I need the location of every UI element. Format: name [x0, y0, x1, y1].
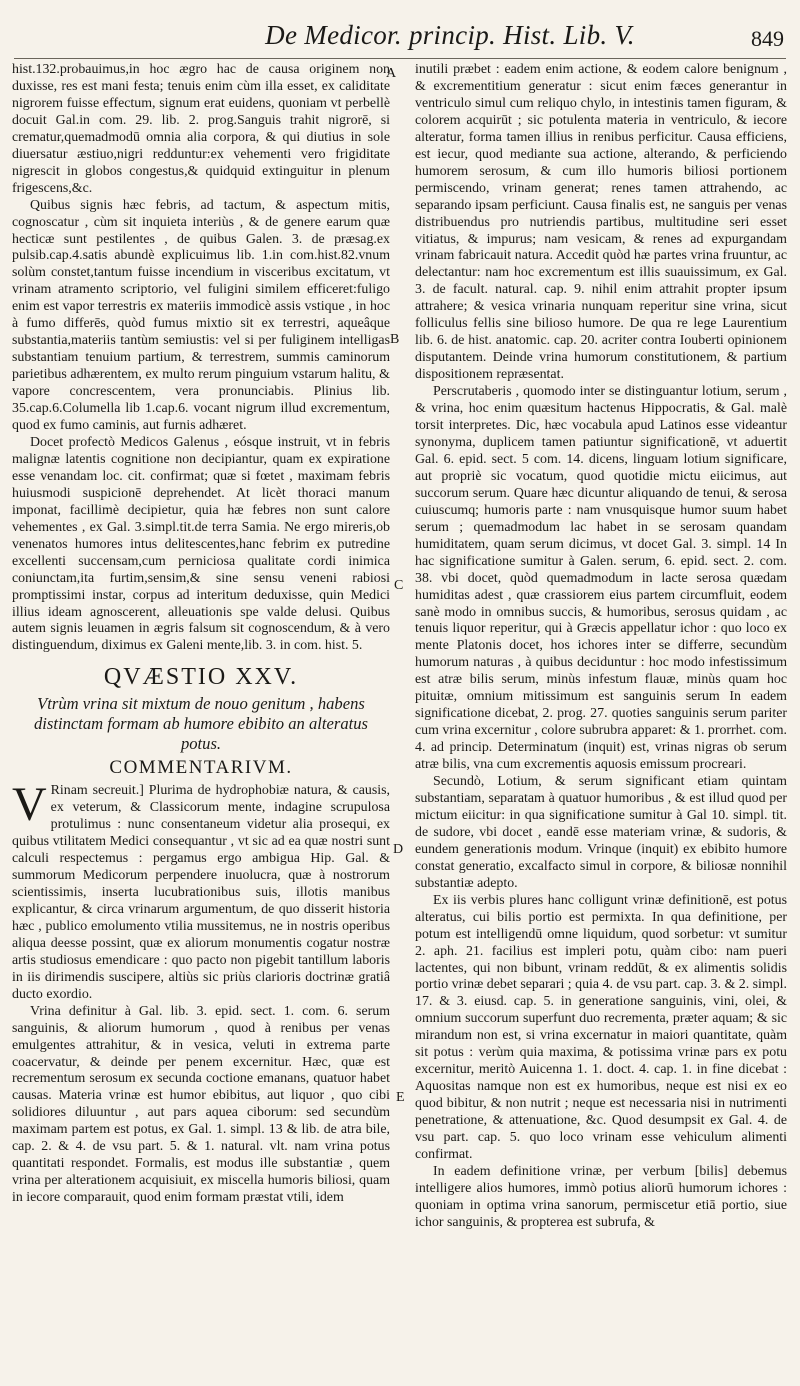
- paragraph: In eadem definitione vrinæ, per verbum [bilis] debemus intelligere alios humores, immò potius aliorū humorum ichores : quoniam in optima vrina sanorum, permiscetur etiā portio, siue ichor sanguinis, & propterea est subrufa, &: [415, 1163, 787, 1230]
- left-column: [12, 62, 390, 1362]
- paragraph: Docet profectò Medicos Galenus , eósque instruit, vt in febris malignæ latentis cognitione non decipiantur, quam ex expiratione esse venandam loc. cit. confirmat; quæ si fœtet , maximam febris huiusmodi suspicionē deprehendet. At licèt thoraci manum imponat, facillimè decipietur, quia hæ febres non sunt calore vehementes , ex Gal. 3.simpl.tit.de terra Samia. Ne ergo mireris,ob venenatos humores intus delitescentes,hanc febrim ex putredine excellenti succensam,cum perniciosa qualitate cordi inimica coniunctam,ita furtim,sensim,& sine sensu veneni rabiosi promptissimi instar, corpus ad interitum deduxisse, quin Medici illius ideam agnoscerent, alleuationis spe valde delusi. Quibus autem signis leuamen in ægris falsum sit cognoscendum, & à vero distinguendum, diximus ex Galeni mente,lib. 3. in com. hist. 5.: [12, 434, 390, 654]
- margin-letter: A: [386, 66, 397, 81]
- margin-letter: B: [390, 332, 400, 347]
- paragraph: Perscrutaberis , quomodo inter se distinguantur lotium, serum , & vrina, hoc enim quæsitum hactenus Hippocratis, & Gal. malè torsit interpretes. Dic, hæc vocabula apud Latinos esse videantur synonyma, duplicem tamen patiuntur significationē, vt aduertit Gal. 6. epid. sect. 5 com. 14. dicens, linguam lotium significare, aut propriè sic vocatum, quod quotidie mictu eiicimus, aut succorum serum. Quare hæc dicuntur aliquando de tenui, & serosa cuiuscumq; humoris parte : nam vnusquisque humor suum habet serum ; quemadmodum lac habet in se serosam quandam humiditatem, quam serum dicimus, vt docet Gal. 3. simpl. 14 In hac significatione sumitur à Galen. serum, 6. epid. sect. 2. com. 38. vbi docet, quòd quemadmodum in lacte serosa quædam humiditas adest , quæ crassiorem eius partem circumfluit, eodem sanè modo in omnibus succis, & humoribus, serosus quidam , ac tenuis liquor reperitur, qui à Græcis appellatur ichor : quo loco ex mente Platonis docet, hos ichores inter se differre, secundùm humorum naturas , à quibus deciduntur : hoc modo infestissimum est atræ bilis serum, minùs infestum flauæ, minùs quam hoc pituitæ, omnium mitissimum est sanguinis serum In eadem significatione dicebat, 2. prog. 27. quoties sanguinis serum pariter cum vrina excernitur , colore subrubra apparet: & 1. prorrhet. com. 4. ad princip. Determinatum (inquit) est, vrinas nigras ob serum atræ bilis, vna cum excrementis aquosis emissum procreari.: [415, 384, 787, 773]
- paragraph: Vrina definitur à Gal. lib. 3. epid. sect. 1. com. 6. serum sanguinis, & aliorum humorum , quod à renibus per venas emulgentes attrahitur, & in vesica, veluti in extrema parte coacervatur, & deinde per penem excernitur. Hæc, quæ est recrementum serosum ex secunda coctione emanans, quatuor habet causas. Materia vrinæ est humor ebibitus, aut liquor , quo cibi solidiores diluuntur , aut pars aquea ciborum: sed secundùm maximam partem est potus, ex Gal. 1. simpl. 13 & lib. de atra bile, cap. 2. & 4. de vsu part. 5. & 1. natural. vlt. nam vrina potus quantitati respondet. Formalis, est modus ille substantiæ , quem vrina per alterationem acquisiuit, ex miscella humoris biliosi, quam in iecore comparauit, quod enim formam præstat vtili, idem: [12, 1003, 390, 1206]
- page-number: 849: [751, 26, 784, 51]
- paragraph: inutili præbet : eadem enim actione, & eodem calore benignum , & excrementitium generatur : sicut enim fæces generantur in ventriculo simul cum reliquo chylo, in intestinis tamen figuram, & colorem acquirūt ; sic potulenta materia in ventriculo, & iecore alteratur, forma tamen illius in renibus perficitur. Causa efficiens, est iecur, quod mediante sua actione, alterando, & perficiendo humorem serosum, & cum illo humoris biliosi portionem permiscendo, vrinam generat; renes tamen attrahendo, ac separando ipsam perficiunt. Causa finalis est, ne sanguis per venas distribuendus pro nutriendis partibus, multitudine seri esset vitiatus, & impurus; nam vesicam, & renes ad expurgandam vrinam fabricauit natura. Accedit quòd hæ partes vrina fruuntur, ac delectantur: nam hoc excrementum est illis suauissimum, ex Gal. 3. de facult. natural. cap. 9. nihil enim attrahit propter ipsum attrahere; & vesica vrinaria nunquam reperitur sine vrina, sicut folliculus fellis sine bilioso humore. De qua re lege Laurentium lib. 6. de hist. anatomic. cap. 20. acriter contra Iouberti opinionem disputantem. Deinde vrina humorum constitutionem, & partium dispositionem repræsentat.: [415, 62, 787, 383]
- question-heading: QVÆSTIO XXV.: [103, 664, 299, 691]
- right-column: [415, 62, 787, 1362]
- header-rule: [14, 58, 786, 59]
- paragraph: Quibus signis hæc febris, ad tactum, & aspectum mitis, cognoscatur , cùm sit inquieta interiùs , & de genere earum quæ hecticæ sunt pestilentes , de quibus Galen. 3. de præsag.ex pulsib.cap.4.satis abundè explicuimus lib. 1.in com.hist.82.vnum solùm constet,tantum fuisse incendium in visceribus excitatum, vt vrinam atramento scriptorio, vel fuligini similem efficeret:fuligo enim est vapor terrestris ex materiis immodicè assis vstique , in hoc à fumo differēs, quòd fumus mixtio sit ex terrestri, aqueâque substantia,materiis tantùm semiustis: vel si per fuliginem intelligas substantiam tenuium partium, & terrestrem, summis caminorum parietibus adhærentem, ex multo rerum pinguium vstarum halitu, & vapore concrescentem, vera pronunciabis. Plinius lib. 35.cap.6.Columella lib 1.cap.6. vocant nigrum illud excrementum, quod ex fumo caminis, aut furnis adhæret.: [12, 197, 390, 434]
- margin-letter: D: [393, 842, 404, 857]
- paragraph: Secundò, Lotium, & serum significant etiam quintam substantiam, separatam à quatuor humoribus , & est illud quod per mictum eiicitur: in qua significatione sumitur à Gal 10. simpl. tit. de sudore, vbi docet , eandē esse materiam vrinæ, & sudoris, & eundem generationis modum. Vrinque (inquit) ex ebibito humore constat generatio, excalfacto simul in corpore, & biliosæ nonnihil substantiæ adepto.: [415, 774, 787, 891]
- running-head: [0, 20, 800, 62]
- commentary-first-paragraph: [12, 778, 390, 1003]
- paragraph: hist.132.probauimus,in hoc ægro hac de causa originem non duxisse, res est mani festa; tenuis enim cùm illa esset, ex caliditate nigrorem fuisse effectum, signum erat euidens, quoniam vt perbellè docuit Gal.in com. 29. lib. 2. prog.Sanguis trahit nigrorē, si crematur,quemadmodū omnia alia corpora, & qui diutius in sole diuersatur æstiuo,nigri redduntur:ex vehementi vero frigiditate nigrescit in globos congestus,& quidquid extinguitur in plenum frigescens,&c.: [12, 62, 390, 196]
- paragraph: Ex iis verbis plures hanc colligunt vrinæ definitionē, est potus alteratus, cui bilis portio est permixta. In qua definitione, per potum est intelligendū omne liquidum, quod sorbetur: vt sumitur 2. aph. 21. facilius est impleri potu, quàm cibo: nam pueri lactentes, qui non bibunt, vrinam reddūt, & ex alimentis solidis portio vrinæ debet separari ; quia 4. de vsu part. cap. 3. & 2. simpl. 17. & 3. eiusd. cap. 5. in generatione sanguinis, vini, olei, & omnium succorum superfunt duo recrementa, præter aquam; & sic mirandum non est, si vrina excernatur in maiori quantitate, quàm sit potus : verùm quia maxima, & potissima vrinæ pars ex potu excernitur, meritò Auicenna 1. 1. doct. 4. cap. 1. in fine dicebat : Aquositas namque non est ex humoribus, neque est nisi ex eo quod bibitur, & non nutrit ; neque est necessaria nisi in nutrimenti penetratione, & attenuatione, &c. Quod desumpsit ex Gal. 4. de vsu part. cap. 5. quo loco vrinam esse vehiculum alimenti confirmat.: [415, 892, 787, 1162]
- commentary-heading: COMMENTARIVM.: [109, 757, 293, 779]
- margin-letter: C: [394, 578, 404, 593]
- question-summary: Vtrùm vrina sit mixtum de nouo genitum , habens distinctam formam ab humore ebibito an alteratus potus.: [33, 694, 368, 754]
- drop-cap: V: [12, 778, 47, 832]
- paragraph-text: Rinam secreuit.] Plurima de hydrophobiæ natura, & causis, ex veterum, & Classicorum mente, indagine scrupulosa protulimus : nunc consentaneum videtur alia prosequi, ex quibus vtilitatem Medici consequantur , vt sic ad ea quæ nostri sunt calculi respectemus : pergamus ergo ambigua Hip. Gal. & summorum Medicorum perpendere inuolucra, quæ à nostrorum scientissimis, inserta lucubrationibus suis, illotis manibus explicantur, & circa vrinarum argumentum, de quo disserit historia hæc , publico emolumento vtilia mussitemus, ne in nostris operibus aliqua deesse possint, quæ ex aliorum monumentis cogatur nostræ artis studiosus emendicare : quo pacto non pigebit tantillum laboris in iis dirimendis suscipere, altiùs sic priùs clarioris doctrinæ gratiâ ducto exordio.: [12, 783, 390, 1002]
- running-title: De Medicor. princip. Hist. Lib. V.: [265, 20, 635, 50]
- margin-letter: E: [396, 1090, 405, 1105]
